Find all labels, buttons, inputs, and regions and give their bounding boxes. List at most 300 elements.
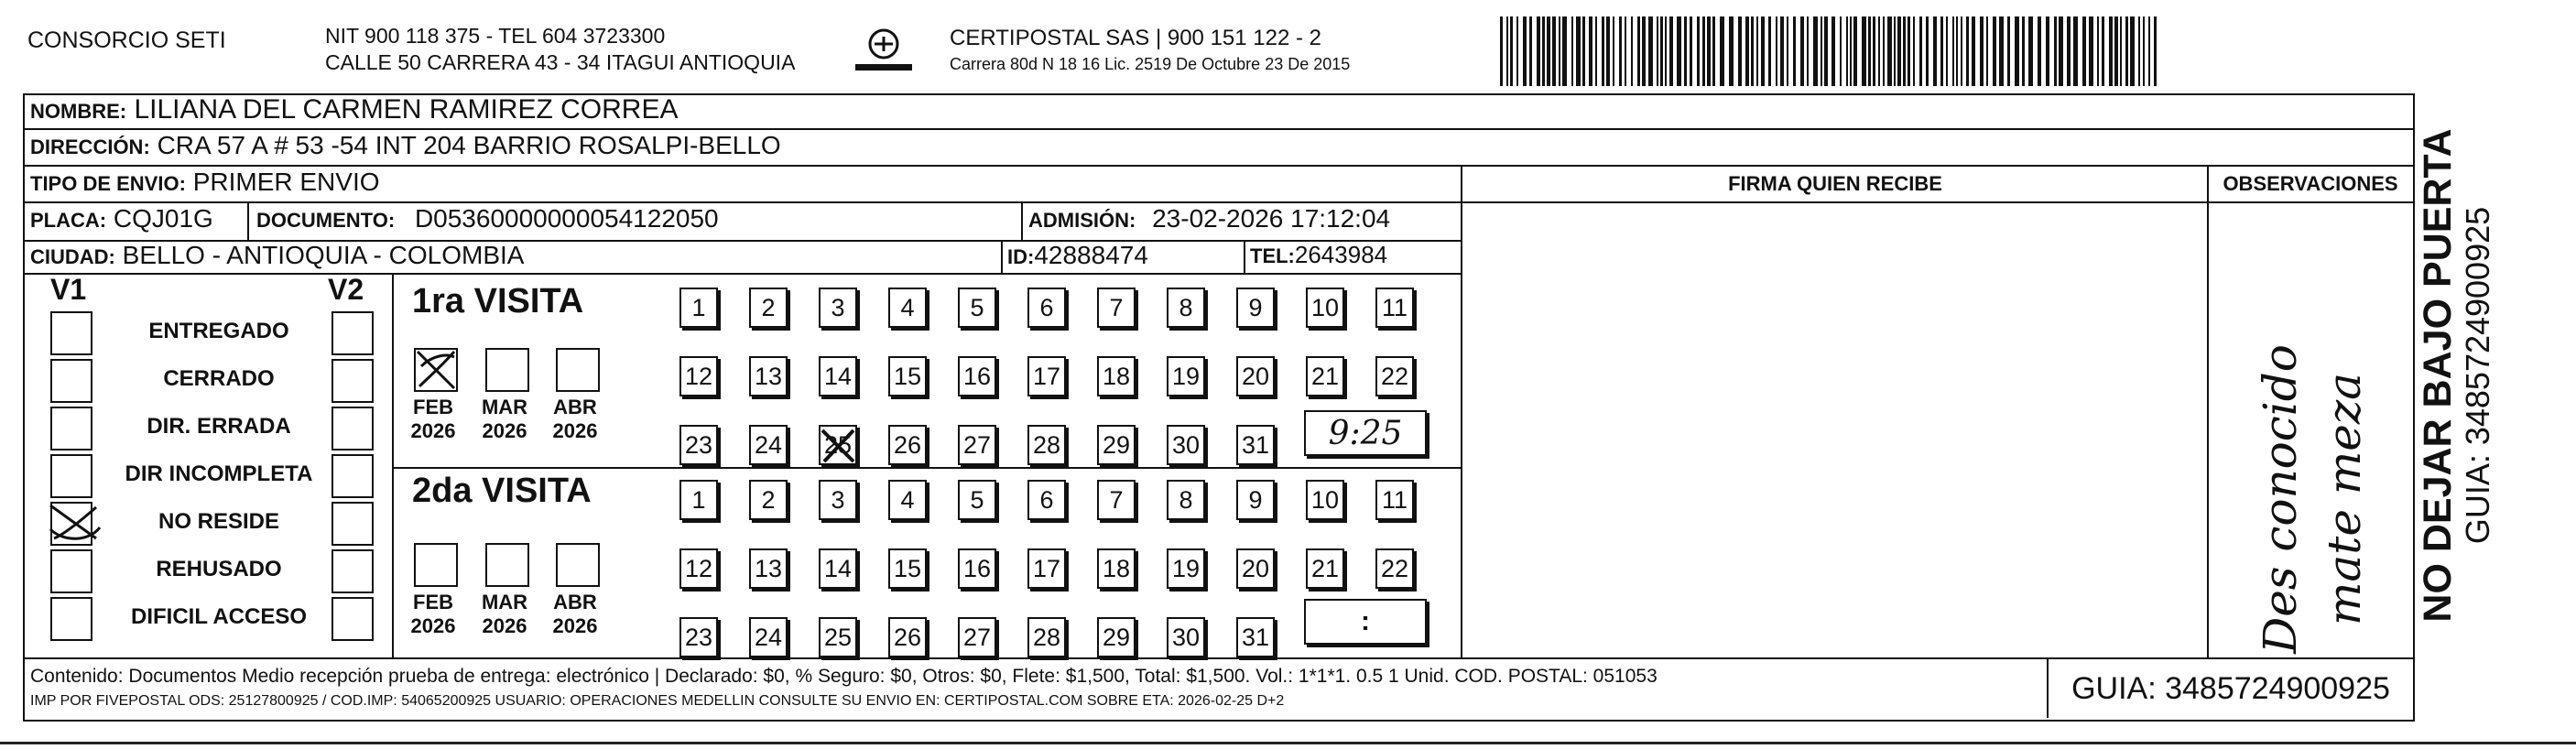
day-number: 22 xyxy=(1380,362,1409,390)
month-name: ABR xyxy=(553,591,597,613)
status-label: REHUSADO xyxy=(156,557,282,581)
day-number: 27 xyxy=(962,430,992,459)
barcode-bar xyxy=(1619,16,1622,86)
barcode-bar xyxy=(1657,16,1658,86)
month-checkbox[interactable] xyxy=(556,543,600,587)
day-box[interactable] xyxy=(1306,356,1344,396)
day-number: 19 xyxy=(1171,554,1201,582)
company-name: CONSORCIO SETI xyxy=(27,27,226,53)
barcode-bar xyxy=(2015,16,2019,86)
day-box[interactable] xyxy=(1236,356,1275,396)
day-box[interactable] xyxy=(1236,425,1275,465)
day-number: 17 xyxy=(1032,362,1061,390)
barcode-bar xyxy=(2130,16,2135,86)
barcode-bar xyxy=(1853,16,1857,86)
month-checkbox[interactable] xyxy=(414,348,458,392)
day-number: 28 xyxy=(1032,623,1061,651)
barcode-bar xyxy=(2138,16,2140,86)
day-box[interactable] xyxy=(1027,288,1066,328)
day-box[interactable] xyxy=(888,617,927,657)
no-dejar-text: NO DEJAR BAJO PUERTA xyxy=(2416,128,2460,623)
barcode-bar xyxy=(1589,16,1592,86)
day-box[interactable] xyxy=(679,548,718,589)
check-mark-icon xyxy=(414,348,458,392)
day-box[interactable] xyxy=(679,617,718,657)
day-box[interactable] xyxy=(819,288,857,328)
barcode-bar xyxy=(2046,16,2049,86)
company-address: CALLE 50 CARRERA 43 - 34 ITAGUI ANTIOQUIA xyxy=(325,50,796,74)
barcode-bar xyxy=(1523,16,1527,86)
day-number: 7 xyxy=(1109,485,1124,514)
barcode-bar xyxy=(1506,16,1508,86)
direccion-label: DIRECCIÓN: xyxy=(30,136,150,158)
carrier-line: CERTIPOSTAL SAS | 900 151 122 - 2 xyxy=(950,26,1321,50)
day-number: 4 xyxy=(900,293,915,321)
month-checkbox[interactable] xyxy=(485,348,529,392)
barcode-bar xyxy=(2114,16,2118,86)
day-number: 31 xyxy=(1241,430,1270,459)
day-box[interactable] xyxy=(679,288,718,328)
barcode-bar xyxy=(1946,16,1948,86)
day-box[interactable] xyxy=(888,480,927,520)
day-number: 17 xyxy=(1032,554,1061,582)
day-number: 25 xyxy=(823,430,853,459)
month-name: FEB xyxy=(413,591,453,613)
barcode-bar xyxy=(2102,16,2104,86)
barcode-bar xyxy=(2067,16,2071,86)
day-box[interactable] xyxy=(1027,425,1066,465)
day-box[interactable] xyxy=(749,288,788,328)
barcode-bar xyxy=(1745,16,1749,86)
firma-header: FIRMA QUIEN RECIBE xyxy=(1728,172,1942,195)
day-box[interactable] xyxy=(1236,480,1275,520)
day-number: 18 xyxy=(1102,554,1131,582)
barcode-bar xyxy=(1868,16,1871,86)
day-number: 3 xyxy=(831,293,845,321)
day-number: 26 xyxy=(893,623,922,651)
ciudad-label: CIUDAD: xyxy=(30,245,115,268)
day-box[interactable] xyxy=(1306,480,1344,520)
barcode-bar xyxy=(1873,16,1875,86)
barcode-bar xyxy=(1980,16,1984,86)
day-box[interactable] xyxy=(1027,356,1066,396)
tipo-value: PRIMER ENVIO xyxy=(192,168,380,196)
month-name: FEB xyxy=(413,396,453,418)
barcode-bar xyxy=(1751,16,1754,86)
month-name: ABR xyxy=(553,396,597,418)
day-box[interactable] xyxy=(958,548,996,589)
barcode-bar xyxy=(1933,16,1937,86)
day-box[interactable] xyxy=(819,425,857,465)
ciudad-row xyxy=(30,241,524,270)
barcode-bar xyxy=(1642,16,1646,86)
day-box[interactable] xyxy=(1167,288,1205,328)
barcode-bar xyxy=(1776,16,1777,86)
carrier-license: Carrera 80d N 18 16 Lic. 2519 De Octubre 23 De 2015 xyxy=(950,55,1351,73)
day-box[interactable] xyxy=(888,288,927,328)
day-box[interactable] xyxy=(958,617,996,657)
observaciones-header: OBSERVACIONES xyxy=(2223,172,2398,195)
v2-checkbox[interactable] xyxy=(332,549,374,593)
day-number: 10 xyxy=(1310,293,1340,321)
barcode-bar xyxy=(1602,16,1604,86)
barcode-bar xyxy=(2038,16,2041,86)
barcode-bar xyxy=(2125,16,2128,86)
v1-checkbox[interactable] xyxy=(50,407,92,450)
nombre-row xyxy=(30,94,678,125)
day-number: 11 xyxy=(1381,293,1408,321)
admision-label: ADMISIÓN: xyxy=(1028,209,1136,232)
day-number: 31 xyxy=(1241,623,1270,651)
day-number: 5 xyxy=(970,293,984,321)
day-number: 30 xyxy=(1171,430,1201,459)
day-number: 8 xyxy=(1179,485,1193,514)
day-box[interactable] xyxy=(1097,356,1136,396)
day-number: 27 xyxy=(962,623,992,651)
barcode-bar xyxy=(1846,16,1848,86)
nit-line: NIT 900 118 375 - TEL 604 3723300 xyxy=(325,24,666,48)
barcode-bar xyxy=(1500,16,1503,86)
admision-value: 23-02-2026 17:12:04 xyxy=(1152,204,1391,233)
day-number: 12 xyxy=(684,554,713,582)
barcode-bar xyxy=(1684,16,1687,86)
barcode-bar xyxy=(1894,16,1896,86)
check-mark-icon xyxy=(45,502,102,542)
barcode-bar xyxy=(1595,16,1597,86)
barcode-bar xyxy=(1537,16,1540,86)
barcode-bar xyxy=(1793,16,1796,86)
admision-row xyxy=(1028,204,1390,233)
barcode-bar xyxy=(2007,16,2010,86)
barcode-bar xyxy=(2054,16,2057,86)
v1-label: V1 xyxy=(50,273,87,306)
barcode-bar xyxy=(1926,16,1929,86)
barcode-bar xyxy=(1800,16,1804,86)
footer-guia: GUIA: 3485724900925 xyxy=(2071,671,2390,706)
day-number: 29 xyxy=(1102,623,1131,651)
day-box[interactable] xyxy=(749,617,788,657)
barcode-bar xyxy=(1516,16,1518,86)
status-label: DIR INCOMPLETA xyxy=(125,461,313,486)
second-visit-title: 2da VISITA xyxy=(412,472,592,510)
barcode-bar xyxy=(1529,16,1532,86)
day-number: 13 xyxy=(754,554,783,582)
id-label: ID: xyxy=(1007,245,1035,268)
barcode-bar xyxy=(1761,16,1765,86)
barcode-bar xyxy=(1961,16,1962,86)
day-box[interactable] xyxy=(749,548,788,589)
day-box[interactable] xyxy=(679,425,718,465)
day-box[interactable] xyxy=(958,480,996,520)
day-number: 6 xyxy=(1039,293,1054,321)
day-box[interactable] xyxy=(819,356,857,396)
month-name: MAR xyxy=(481,591,528,613)
barcode-bar xyxy=(2109,16,2113,86)
barcode-bar xyxy=(1625,16,1626,86)
barcode-bar xyxy=(2089,16,2093,86)
v2-checkbox[interactable] xyxy=(332,359,374,403)
barcode-bar xyxy=(1850,16,1852,86)
day-box[interactable] xyxy=(1027,480,1066,520)
day-box[interactable] xyxy=(888,548,927,589)
day-box[interactable] xyxy=(1027,617,1066,657)
day-number: 4 xyxy=(900,485,915,514)
day-box[interactable] xyxy=(1375,480,1414,520)
day-number: 1 xyxy=(691,485,706,514)
month-label xyxy=(548,396,603,443)
day-box[interactable] xyxy=(958,288,996,328)
barcode-bar xyxy=(1780,16,1784,86)
month-checkbox[interactable] xyxy=(485,543,529,587)
nombre-value: LILIANA DEL CARMEN RAMIREZ CORREA xyxy=(134,94,679,125)
barcode-bar xyxy=(2059,16,2063,86)
day-box[interactable] xyxy=(749,480,788,520)
barcode-bar xyxy=(1952,16,1954,86)
day-number: 25 xyxy=(823,623,853,651)
day-number: 16 xyxy=(962,554,992,582)
barcode-bar xyxy=(1862,16,1866,86)
day-box[interactable] xyxy=(1236,548,1275,589)
day-number: 24 xyxy=(754,430,783,459)
barcode-bar xyxy=(1999,16,2004,86)
barcode-bar xyxy=(1956,16,1958,86)
barcode-bar xyxy=(1972,16,1975,86)
v1-checkbox[interactable] xyxy=(50,549,92,593)
day-box[interactable] xyxy=(1097,425,1136,465)
barcode-bar xyxy=(1648,16,1653,86)
day-number: 12 xyxy=(684,362,713,390)
id-value: 42888474 xyxy=(1034,241,1148,269)
day-number: 23 xyxy=(684,623,713,651)
check-mark-icon xyxy=(819,425,857,465)
day-box[interactable] xyxy=(958,425,996,465)
month-label xyxy=(406,396,461,443)
month-label xyxy=(477,591,532,638)
day-number: 28 xyxy=(1032,430,1061,459)
barcode-bar xyxy=(1606,16,1610,86)
day-number: 16 xyxy=(962,362,992,390)
barcode-bar xyxy=(1677,16,1681,86)
barcode-bar xyxy=(2120,16,2122,86)
day-box[interactable] xyxy=(1167,480,1205,520)
barcode-bar xyxy=(1897,16,1901,86)
barcode-bar xyxy=(2143,16,2145,86)
barcode-bar xyxy=(1908,16,1910,86)
barcode-bar xyxy=(1919,16,1922,86)
day-number: 23 xyxy=(684,430,713,459)
footer-imp: IMP POR FIVEPOSTAL ODS: 25127800925 / COD.IMP: 54065200925 USUARIO: OPERACIONES MEDELLIN CONSULTE SU ENVIO EN: CERTIPOSTAL.COM SOBRE ETA: 2026-02-25 D+2 xyxy=(30,693,1285,709)
ciudad-value: BELLO - ANTIOQUIA - COLOMBIA xyxy=(122,241,525,269)
v1-checkbox[interactable] xyxy=(50,311,92,355)
logo-icon xyxy=(852,26,916,77)
barcode-bar xyxy=(2073,16,2078,86)
barcode-bar xyxy=(1821,16,1822,86)
barcode-bar xyxy=(1707,16,1711,86)
documento-label: DOCUMENTO: xyxy=(256,209,396,232)
barcode-bar xyxy=(1510,16,1513,86)
barcode-bar xyxy=(1966,16,1969,86)
day-number: 20 xyxy=(1241,362,1270,390)
first-visit-time-value: 9:25 xyxy=(1328,414,1403,452)
second-visit-time-value: : xyxy=(1361,606,1370,636)
day-number: 21 xyxy=(1310,554,1340,582)
barcode-bar xyxy=(1712,16,1715,86)
day-number: 10 xyxy=(1310,485,1340,514)
status-label: NO RESIDE xyxy=(158,509,280,534)
day-box[interactable] xyxy=(749,425,788,465)
day-number: 26 xyxy=(893,430,922,459)
barcode-bar xyxy=(1697,16,1700,86)
v1-checkbox[interactable] xyxy=(50,359,92,403)
day-box[interactable] xyxy=(749,356,788,396)
tipo-label: TIPO DE ENVIO: xyxy=(30,172,186,195)
month-year: 2026 xyxy=(410,419,456,442)
barcode-bar xyxy=(1562,16,1567,86)
day-box[interactable] xyxy=(958,356,996,396)
barcode-bar xyxy=(1552,16,1556,86)
barcode-bar xyxy=(1813,16,1818,86)
month-label xyxy=(477,396,532,443)
first-visit-title: 1ra VISITA xyxy=(412,282,584,320)
v2-checkbox[interactable] xyxy=(332,502,374,546)
month-label xyxy=(548,591,603,638)
status-label: DIR. ERRADA xyxy=(147,414,291,439)
day-number: 20 xyxy=(1241,554,1270,582)
day-box[interactable] xyxy=(1167,548,1205,589)
barcode-bar xyxy=(1887,16,1892,86)
barcode-bar xyxy=(1559,16,1560,86)
footer-contenido: Contenido: Documentos Medio recepción prueba de entrega: electrónico | Declarado: $0, % Seguro: $0, Otros: $0, Flete: $1,500, Total: $1,500. Vol.: 1*1*1. 0.5 1 Unid. COD. POSTAL: 051053 xyxy=(30,666,1658,687)
barcode-bar xyxy=(1993,16,1996,86)
day-number: 22 xyxy=(1380,554,1409,582)
barcode-bar xyxy=(2082,16,2086,86)
barcode-bar xyxy=(1831,16,1835,86)
v2-checkbox[interactable] xyxy=(332,407,374,450)
barcode-bar xyxy=(2148,16,2150,86)
day-box[interactable] xyxy=(1167,425,1205,465)
observation-handwriting xyxy=(2193,266,2431,654)
placa-label: PLACA: xyxy=(30,209,107,232)
barcode-bar xyxy=(1690,16,1692,86)
month-name: MAR xyxy=(481,396,528,418)
v2-checkbox[interactable] xyxy=(332,311,374,355)
documento-value: D05360000000054122050 xyxy=(414,204,719,233)
month-year: 2026 xyxy=(482,614,527,637)
barcode-bar xyxy=(1729,16,1734,86)
day-number: 21 xyxy=(1310,362,1340,390)
day-box[interactable] xyxy=(888,356,927,396)
barcode-bar xyxy=(1807,16,1809,86)
month-year: 2026 xyxy=(552,419,598,442)
day-box[interactable] xyxy=(1306,548,1344,589)
day-box[interactable] xyxy=(1375,548,1414,589)
day-number: 19 xyxy=(1171,362,1201,390)
v1-checkbox[interactable] xyxy=(50,454,92,498)
v2-label: V2 xyxy=(328,273,364,306)
day-box[interactable] xyxy=(819,617,857,657)
day-number: 14 xyxy=(823,554,853,582)
barcode-bar xyxy=(1986,16,1988,86)
day-number: 9 xyxy=(1248,293,1263,321)
day-box[interactable] xyxy=(819,548,857,589)
day-number: 14 xyxy=(823,362,853,390)
nombre-label: NOMBRE: xyxy=(30,100,127,123)
day-box[interactable] xyxy=(679,480,718,520)
day-box[interactable] xyxy=(1306,288,1344,328)
day-number: 30 xyxy=(1171,623,1201,651)
day-box[interactable] xyxy=(1167,617,1205,657)
side-text xyxy=(2416,119,2507,632)
day-box[interactable] xyxy=(1375,288,1414,328)
tel-label: TEL: xyxy=(1250,244,1295,267)
id-row xyxy=(1007,241,1148,270)
day-box[interactable] xyxy=(1236,288,1275,328)
day-box[interactable] xyxy=(819,480,857,520)
day-number: 15 xyxy=(893,554,922,582)
barcode-bar xyxy=(1720,16,1724,86)
day-box[interactable] xyxy=(1167,356,1205,396)
barcode-bar xyxy=(1738,16,1742,86)
day-number: 18 xyxy=(1102,362,1131,390)
day-box[interactable] xyxy=(888,425,927,465)
day-box[interactable] xyxy=(1097,548,1136,589)
day-number: 15 xyxy=(893,362,922,390)
tel-row xyxy=(1250,241,1387,269)
barcode-bar xyxy=(1840,16,1842,86)
day-box[interactable] xyxy=(1097,288,1136,328)
side-guia-text: GUIA: 3485724900925 xyxy=(2459,206,2496,545)
day-box[interactable] xyxy=(1097,617,1136,657)
day-box[interactable] xyxy=(1375,356,1414,396)
day-box[interactable] xyxy=(1097,480,1136,520)
barcode-bar xyxy=(1878,16,1880,86)
placa-value: CQJ01G xyxy=(113,204,213,233)
barcode-bar xyxy=(1787,16,1788,86)
day-number: 9 xyxy=(1248,485,1263,514)
observation-text: Des conocido mate meza xyxy=(2254,344,2371,654)
barcode-bar xyxy=(1903,16,1906,86)
barcode-bar xyxy=(1660,16,1663,86)
day-number: 6 xyxy=(1039,485,1054,514)
day-check-mark xyxy=(819,425,857,472)
barcode-bar xyxy=(1613,16,1614,86)
barcode-bar xyxy=(1768,16,1771,86)
month-checkbox[interactable] xyxy=(414,543,458,587)
documento-row xyxy=(256,204,719,233)
tel-value: 2643984 xyxy=(1294,241,1388,268)
barcode-bar xyxy=(1542,16,1545,86)
day-box[interactable] xyxy=(679,356,718,396)
barcode-bar xyxy=(1883,16,1885,86)
v1-checkbox[interactable] xyxy=(50,502,92,546)
day-box[interactable] xyxy=(1027,548,1066,589)
day-box[interactable] xyxy=(1236,617,1275,657)
barcode-bar xyxy=(1702,16,1705,86)
day-number: 2 xyxy=(761,485,776,514)
barcode-bar xyxy=(1576,16,1581,86)
barcode-bar xyxy=(1571,16,1573,86)
placa-row xyxy=(30,204,213,233)
tipo-row xyxy=(30,168,380,197)
v2-checkbox[interactable] xyxy=(332,597,374,641)
v1-checkbox[interactable] xyxy=(50,597,92,641)
barcode-bar xyxy=(1669,16,1673,86)
month-checkbox[interactable] xyxy=(556,348,600,392)
barcode-bar xyxy=(2028,16,2033,86)
direccion-value: CRA 57 A # 53 -54 INT 204 BARRIO ROSALPI-BELLO xyxy=(157,131,781,159)
barcode-bar xyxy=(1665,16,1667,86)
v2-checkbox[interactable] xyxy=(332,454,374,498)
